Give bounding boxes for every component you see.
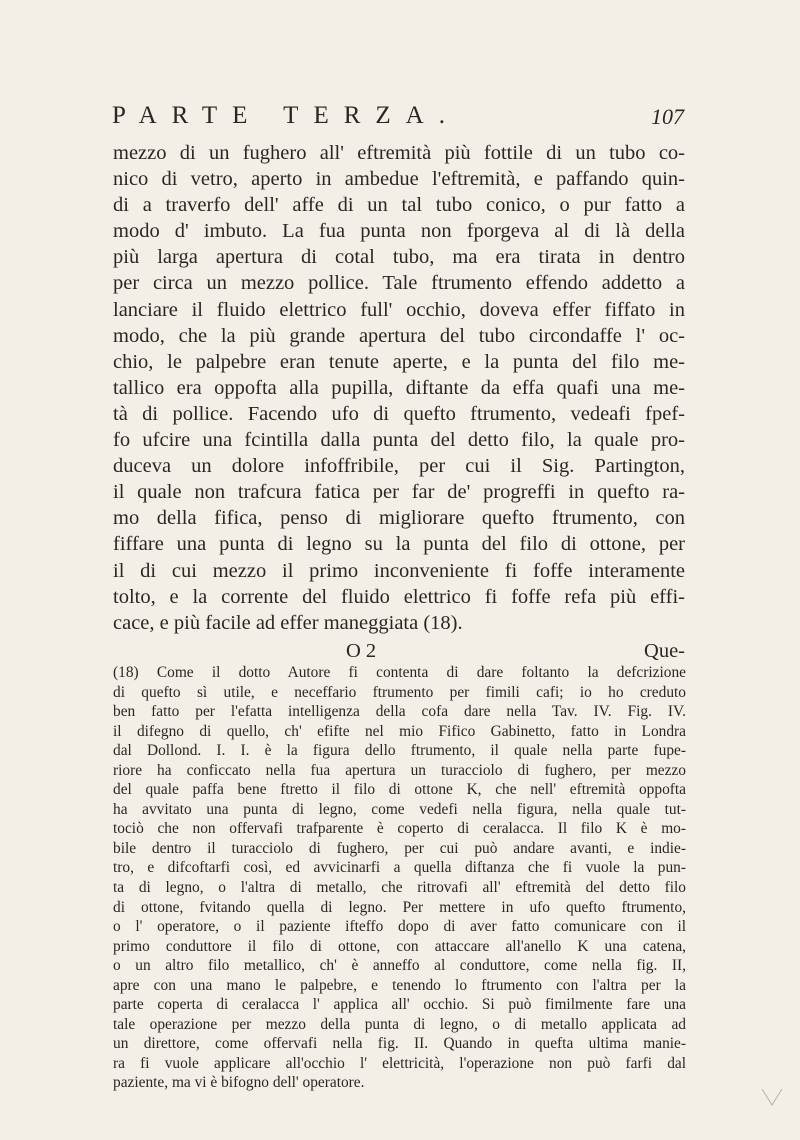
footnote-line: o un altro filo metallico, ch' è anneffo al conduttore, come nella fig. II,	[113, 957, 686, 975]
footnote-line: bile dentro il turacciolo di fughero, per cui può andare avanti, e indie-	[113, 839, 686, 857]
text-line: fo ufcire una fcintilla dalla punta del detto filo, la quale pro-	[113, 429, 685, 452]
page-number: 107	[651, 104, 684, 129]
text-line: mo della fifica, penso di migliorare quefto ftrumento, con	[113, 507, 685, 530]
footnote-line: ben fatto per l'efatta intelligenza della cofa dare nella Tav. IV. Fig. IV.	[113, 703, 686, 721]
text-line: tallico era oppofta alla pupilla, diftante da effa quafi una me-	[113, 376, 685, 399]
footnote-line: (18) Come il dotto Autore fi contenta di dare foltanto la defcrizione	[113, 664, 686, 681]
text-line: tà di pollice. Facendo ufo di quefto ftrumento, vedeafi fpef-	[113, 402, 685, 425]
footnote-line: primo conduttore il filo di ottone, con attaccare all'anello K una catena,	[113, 937, 686, 955]
footnote	[113, 663, 686, 1093]
footnote-line: del quale paffa bene ftretto il filo di ottone K, che nell' eftremità oppofta	[113, 781, 686, 799]
text-line: chio, le palpebre eran tenute aperte, e la punta del filo me-	[113, 350, 685, 373]
footnote-line: paziente, ma vi è bifogno dell' operatore.	[113, 1074, 365, 1092]
footnote-line: parte coperta di ceralacca l' applica all' occhio. Si può fimilmente fare una	[113, 996, 686, 1014]
main-text	[113, 140, 685, 636]
text-line: tolto, e la corrente del fluido elettrico fi foffe refa più effi-	[113, 585, 685, 608]
footnote-line: ta di legno, o l'altra di metallo, che ritrovafi all' eftremità del detto filo	[113, 879, 686, 897]
footnote-line: ha avvitato una punta di legno, come vedefi nella figura, nella quale tut-	[113, 800, 686, 818]
footnote-line: tale operazione per mezzo della punta di legno, o di metallo applicata ad	[113, 1015, 686, 1033]
text-line: il di cui mezzo il primo inconveniente fi foffe interamente	[113, 559, 685, 582]
running-head	[112, 102, 684, 134]
footnote-line: tociò che non offervafi trafparente è coperto di ceralacca. Il filo K è mo-	[113, 820, 686, 838]
footnote-line: apre con una mano le palpebre, e tenendo lo ftrumento con l'altra per la	[113, 976, 686, 994]
footnote-line: un direttore, come offervafi nella fig. II. Quando in quefta ultima manie-	[113, 1035, 686, 1053]
catchword: Que-	[644, 640, 685, 662]
text-line: nico di vetro, aperto in ambedue l'eftremità, e paffando quin-	[113, 168, 685, 191]
footnote-line: di ottone, fvitando quella di legno. Per mettere in ufo quefto ftrumento,	[113, 898, 686, 916]
footnote-line: ra fi vuole applicare all'occhio l' elettricità, l'operazione non può farfi dal	[113, 1054, 686, 1072]
text-line: più larga apertura di cotal tubo, ma era tirata in dentro	[113, 246, 685, 269]
text-line: cace, e più facile ad effer maneggiata (18).	[113, 611, 463, 634]
footnote-line: riore ha conficcato nella fua apertura un turacciolo di fughero, per mezzo	[113, 761, 686, 779]
footnote-line: dal Dollond. I. I. è la figura dello ftrumento, il quale nella parte fupe-	[113, 742, 686, 760]
text-line: di a traverfo dell' affe di un tal tubo conico, o pur fatto a	[113, 194, 685, 217]
footnote-line: di quefto sì utile, e neceffario ftrumento per fimili cafi; io ho creduto	[113, 683, 686, 701]
text-line: mezzo di un fughero all' eftremità più fottile di un tubo co-	[113, 142, 685, 164]
running-title: PARTE TERZA.	[112, 102, 460, 129]
text-line: il quale non trafcura fatica per far de' progreffi in quefto ra-	[113, 481, 685, 504]
text-line: per circa un mezzo pollice. Tale ftrumento effendo addetto a	[113, 272, 685, 295]
text-line: modo d' imbuto. La fua punta non fporgeva al di là della	[113, 220, 685, 243]
text-line: modo, che la più grande apertura del tubo circondaffe l' oc-	[113, 324, 685, 347]
footnote-line: o l' operatore, o il paziente ifteffo dopo di aver fatto comunicare con il	[113, 918, 686, 936]
text-line: fiffare una punta di legno su la punta del filo di ottone, per	[113, 533, 685, 556]
footnote-line: il difegno di quello, ch' efifte nel mio Fifico Gabinetto, fatto in Londra	[113, 722, 686, 740]
signature-mark: O 2	[346, 640, 377, 662]
footnote-line: tro, e difcoftarfi così, ed avvicinarfi a quella diftanza che fi vuole la pun-	[113, 859, 686, 877]
text-line: duceva un dolore infoffribile, per cui il Sig. Partington,	[113, 455, 685, 478]
stray-mark-icon	[760, 1085, 784, 1109]
text-line: lanciare il fluido elettrico full' occhio, doveva effer fiffato in	[113, 298, 685, 321]
